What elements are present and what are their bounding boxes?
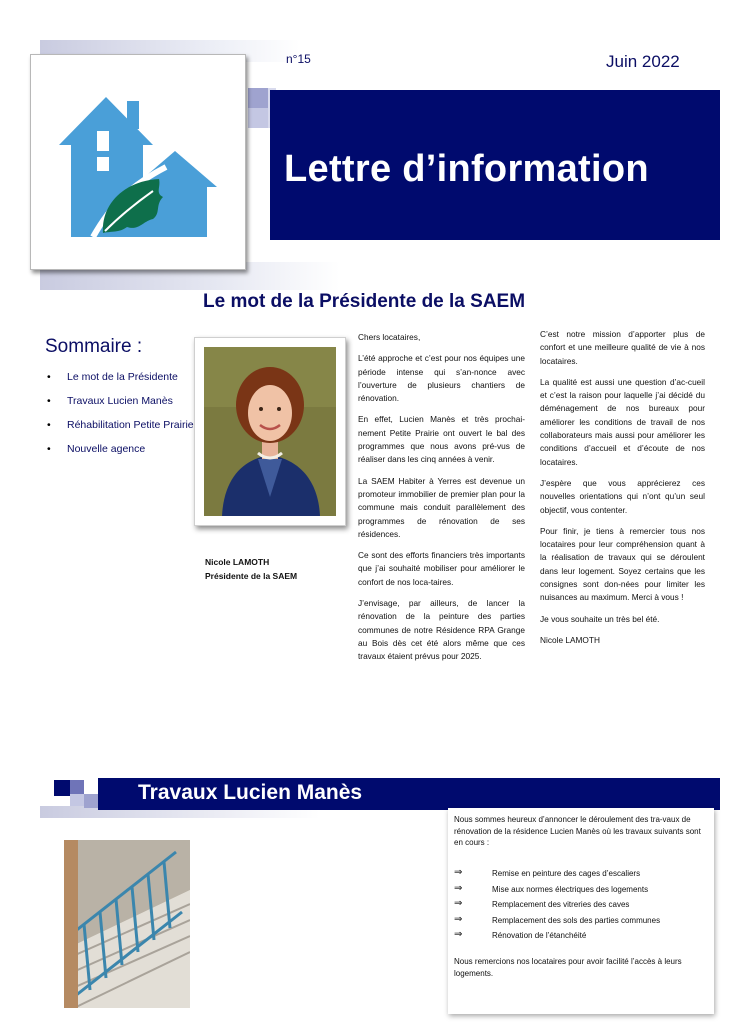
arrow-icon: ⇒	[454, 882, 463, 894]
arrow-icon: ⇒	[454, 898, 463, 909]
photo-caption	[205, 555, 297, 583]
signature: Nicole LAMOTH	[540, 634, 600, 645]
travaux-list-item: ⇒ Remplacement des sols des parties communes	[454, 913, 661, 925]
portrait-image	[204, 347, 336, 516]
travaux-outro: Nous remercions nos locataires pour avoir facilité l’accès à leurs logements.	[454, 957, 682, 978]
arrow-icon: ⇒	[454, 913, 463, 925]
logo	[30, 54, 246, 270]
table-of-contents	[45, 371, 195, 467]
travaux-decor-square	[54, 780, 70, 796]
arrow-icon: ⇒	[454, 867, 463, 878]
paragraph: Pour finir, je tiens à remercier tous nos locataires pour leur compréhension quant à la réalisation de travaux qui se déroulent dans leur logement. Soyez certains que les consignes sont don-nées pour limiter les nuisances au maximum. Merci à vous !	[540, 525, 705, 603]
travaux-intro: Nous sommes heureux d’annoncer le déroulement des tra-vaux de rénovation de la résidence Lucien Manès où les travaux suivants sont en cours :	[454, 815, 701, 847]
travaux-decor-square	[70, 780, 84, 794]
paragraph: La SAEM Habiter à Yerres est devenue un promoteur immobilier de premier plan pour la commune mais conduit parallèlement des programmes de rénovation de ses résidences.	[358, 475, 525, 539]
issue-number: n°15	[286, 52, 311, 66]
letter-column-2	[540, 328, 705, 655]
staircase-photo	[64, 840, 190, 1008]
toc-item[interactable]: • Le mot de la Présidente	[45, 371, 195, 384]
letter-column-1	[358, 331, 525, 672]
paragraph: Ce sont des efforts financiers très importants que j’ai souhaité mobiliser pour améliorer le confort de nos loca-taires.	[358, 550, 525, 587]
newsletter-title: Lettre d’information	[284, 148, 649, 190]
paragraph: Chers locataires,	[358, 332, 421, 342]
staircase-image	[64, 840, 190, 1008]
travaux-list	[454, 868, 710, 946]
paragraph: En effet, Lucien Manès et très prochai-nement Petite Prairie ont ouvert le bal des programmes que nous avons pré-vus de réaliser dans les cinq années à venir.	[358, 414, 525, 465]
issue-date: Juin 2022	[606, 52, 680, 71]
president-photo	[194, 337, 346, 526]
toc-item[interactable]: • Réhabilitation Petite Prairie	[45, 419, 195, 432]
travaux-info-box	[448, 808, 714, 1014]
travaux-decor-square	[70, 794, 84, 806]
travaux-decor-square	[84, 794, 98, 808]
house-leaf-logo-icon	[31, 55, 245, 269]
paragraph: C’est notre mission d’apporter plus de confort et une meilleure qualité de vie à nos locataires.	[540, 329, 705, 366]
paragraph: J’espère que vous apprécierez ces nouvelles orientations qui n’ont qu’un seul objectif, vous contenter.	[540, 477, 705, 515]
section-title: Le mot de la Présidente de la SAEM	[203, 291, 526, 312]
table-of-contents-title: Sommaire :	[45, 336, 143, 357]
travaux-list-item: ⇒ Rénovation de l’étanchéité	[454, 929, 587, 940]
arrow-icon: ⇒	[454, 929, 463, 940]
travaux-list-item: ⇒ Mise aux normes électriques des logements	[454, 882, 649, 894]
paragraph: L’été approche et c’est pour nos équipes une période intense qui s’an-nonce avec l’ouverture de plusieurs chantiers de rénovation.	[358, 353, 525, 404]
header-decor-square	[248, 108, 268, 128]
header-decor-square	[248, 88, 268, 108]
toc-item[interactable]: • Nouvelle agence	[45, 443, 195, 456]
caption-role: Présidente de la SAEM	[205, 571, 298, 581]
travaux-list-item: ⇒ Remise en peinture des cages d’escaliers	[454, 867, 641, 878]
travaux-title: Travaux Lucien Manès	[138, 781, 363, 804]
travaux-list-item: ⇒ Remplacement des vitreries des caves	[454, 898, 630, 909]
toc-item[interactable]: • Travaux Lucien Manès	[45, 395, 195, 408]
paragraph: Je vous souhaite un très bel été.	[540, 613, 660, 624]
paragraph: J’envisage, par ailleurs, de lancer la rénovation de la peinture des parties communes de notre Résidence RPA Grange au Bois dès cet été alors même que ces travaux étaient prévus pour 2025.	[358, 598, 525, 662]
paragraph: La qualité est aussi une question d’ac-cueil et c’est la raison pour laquelle j’ai décidé du déménagement de nos bureaux pour améliorer les conditions de travail de nos collaborateurs mais aussi pour améliorer les conditions d’accueil et d’écoute de nos locataires.	[540, 376, 705, 467]
caption-name: Nicole LAMOTH	[205, 557, 270, 567]
